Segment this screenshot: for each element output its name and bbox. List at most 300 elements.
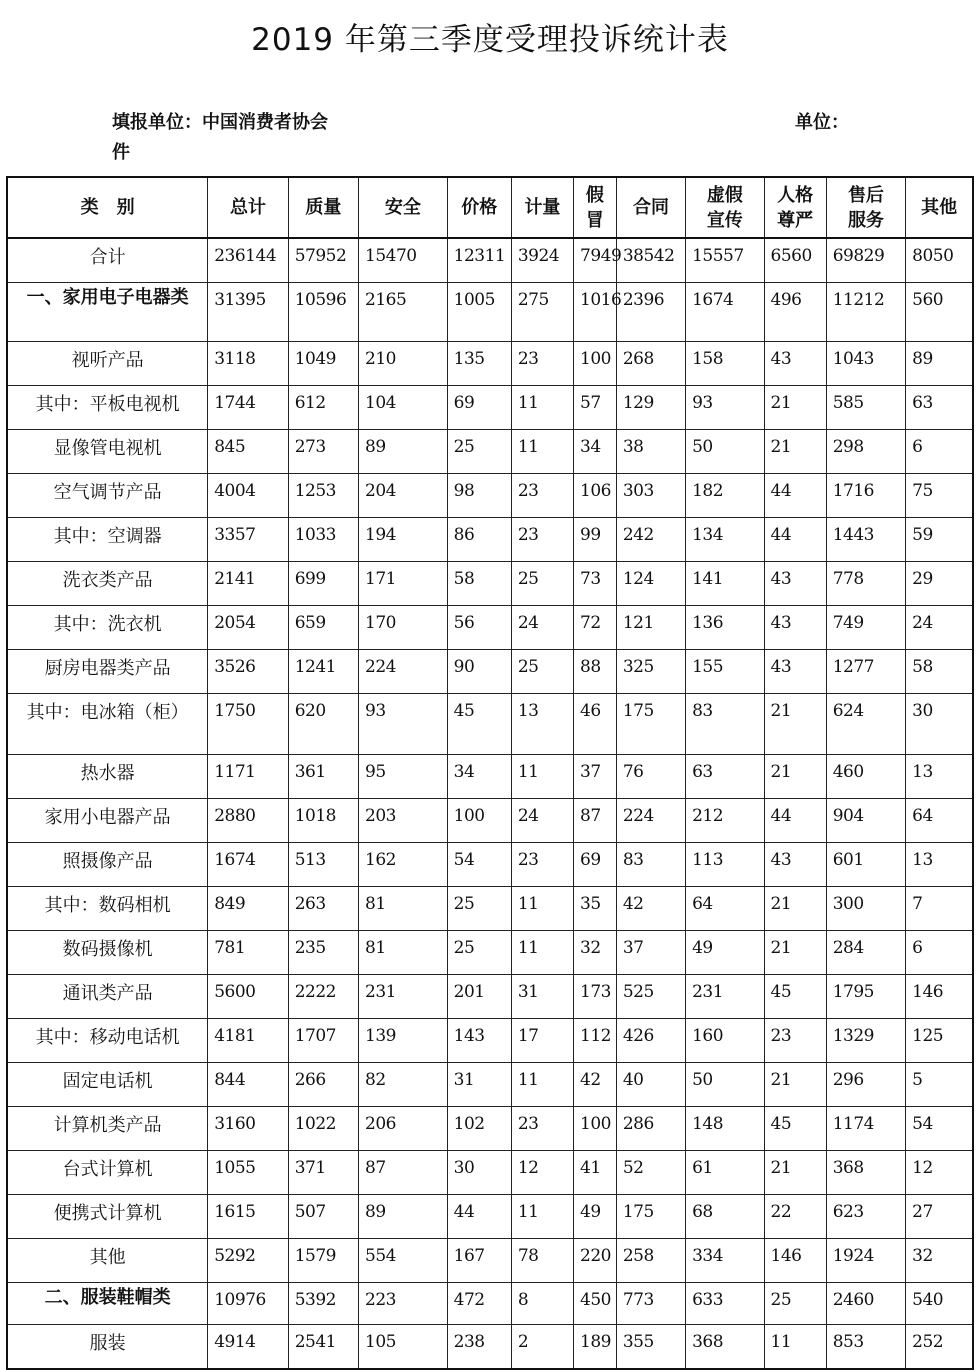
row-value: 146 — [906, 975, 973, 1019]
row-value: 134 — [686, 518, 764, 562]
row-value: 540 — [906, 1283, 973, 1325]
row-value: 4004 — [208, 474, 289, 518]
row-value: 268 — [616, 342, 685, 386]
row-value: 78 — [511, 1239, 573, 1283]
table-row — [7, 342, 973, 386]
row-value: 2054 — [208, 606, 289, 650]
row-value: 258 — [616, 1239, 685, 1283]
row-value: 845 — [208, 430, 289, 474]
row-value: 10976 — [208, 1283, 289, 1325]
complaint-statistics-table — [6, 176, 974, 1370]
row-value: 6560 — [764, 238, 826, 283]
row-value: 59 — [906, 518, 973, 562]
row-value: 426 — [616, 1019, 685, 1063]
table-row — [7, 1283, 973, 1325]
row-value: 89 — [906, 342, 973, 386]
row-value: 63 — [686, 755, 764, 799]
row-value: 1033 — [288, 518, 358, 562]
row-value: 296 — [826, 1063, 905, 1107]
table-body — [7, 238, 973, 1369]
row-category: 二、服装鞋帽类 — [7, 1283, 208, 1325]
row-value: 3357 — [208, 518, 289, 562]
row-value: 25 — [447, 430, 511, 474]
row-value: 12311 — [447, 238, 511, 283]
row-value: 224 — [359, 650, 448, 694]
row-category: 一、家用电子电器类 — [7, 283, 208, 342]
row-value: 11 — [511, 430, 573, 474]
row-value: 1018 — [288, 799, 358, 843]
row-value: 106 — [574, 474, 617, 518]
row-category: 台式计算机 — [7, 1151, 208, 1195]
row-value: 11 — [511, 755, 573, 799]
row-value: 12 — [906, 1151, 973, 1195]
row-value: 355 — [616, 1325, 685, 1370]
row-value: 286 — [616, 1107, 685, 1151]
header-price: 价格 — [447, 177, 511, 238]
row-category: 洗衣类产品 — [7, 562, 208, 606]
row-value: 158 — [686, 342, 764, 386]
row-value: 173 — [574, 975, 617, 1019]
row-value: 7949 — [574, 238, 617, 283]
table-row — [7, 1151, 973, 1195]
row-value: 141 — [686, 562, 764, 606]
row-value: 5 — [906, 1063, 973, 1107]
row-value: 223 — [359, 1283, 448, 1325]
row-value: 1174 — [826, 1107, 905, 1151]
row-value: 2541 — [288, 1325, 358, 1370]
row-value: 160 — [686, 1019, 764, 1063]
row-value: 1329 — [826, 1019, 905, 1063]
row-value: 300 — [826, 887, 905, 931]
row-value: 23 — [764, 1019, 826, 1063]
row-value: 45 — [764, 975, 826, 1019]
row-value: 42 — [574, 1063, 617, 1107]
row-value: 17 — [511, 1019, 573, 1063]
row-value: 11 — [511, 1063, 573, 1107]
row-value: 68 — [686, 1195, 764, 1239]
row-value: 620 — [288, 694, 358, 755]
row-value: 83 — [686, 694, 764, 755]
row-value: 93 — [686, 386, 764, 430]
table-row — [7, 518, 973, 562]
row-value: 175 — [616, 694, 685, 755]
table-row — [7, 386, 973, 430]
row-value: 1241 — [288, 650, 358, 694]
row-category: 固定电话机 — [7, 1063, 208, 1107]
row-value: 155 — [686, 650, 764, 694]
header-category: 类 别 — [7, 177, 208, 238]
row-value: 3118 — [208, 342, 289, 386]
row-value: 25 — [764, 1283, 826, 1325]
row-value: 54 — [906, 1107, 973, 1151]
row-value: 42 — [616, 887, 685, 931]
row-category: 视听产品 — [7, 342, 208, 386]
row-value: 30 — [906, 694, 973, 755]
table-row — [7, 1239, 973, 1283]
row-value: 303 — [616, 474, 685, 518]
header-quality: 质量 — [288, 177, 358, 238]
unit-label: 单位： — [795, 112, 849, 133]
table-row — [7, 1107, 973, 1151]
row-value: 136 — [686, 606, 764, 650]
row-value: 81 — [359, 887, 448, 931]
header-contract: 合同 — [616, 177, 685, 238]
row-value: 58 — [447, 562, 511, 606]
row-value: 167 — [447, 1239, 511, 1283]
row-value: 64 — [686, 887, 764, 931]
row-value: 129 — [616, 386, 685, 430]
row-category: 其中：空调器 — [7, 518, 208, 562]
row-value: 69829 — [826, 238, 905, 283]
row-value: 27 — [906, 1195, 973, 1239]
table-row — [7, 474, 973, 518]
row-value: 23 — [511, 474, 573, 518]
row-value: 88 — [574, 650, 617, 694]
table-row — [7, 931, 973, 975]
row-value: 15470 — [359, 238, 448, 283]
row-value: 1022 — [288, 1107, 358, 1151]
row-value: 40 — [616, 1063, 685, 1107]
header-row — [7, 177, 973, 238]
page-title: 2019 年第三季度受理投诉统计表 — [251, 22, 729, 58]
row-value: 63 — [906, 386, 973, 430]
row-value: 275 — [511, 283, 573, 342]
row-category: 照摄像产品 — [7, 843, 208, 887]
row-value: 23 — [511, 1107, 573, 1151]
row-value: 44 — [764, 518, 826, 562]
header-measurement: 计量 — [511, 177, 573, 238]
row-value: 37 — [616, 931, 685, 975]
row-value: 904 — [826, 799, 905, 843]
row-value: 24 — [511, 606, 573, 650]
table-row — [7, 1195, 973, 1239]
row-value: 25 — [511, 562, 573, 606]
table-row — [7, 1063, 973, 1107]
row-value: 104 — [359, 386, 448, 430]
row-value: 50 — [686, 1063, 764, 1107]
row-value: 525 — [616, 975, 685, 1019]
row-value: 170 — [359, 606, 448, 650]
row-value: 21 — [764, 1063, 826, 1107]
row-value: 3924 — [511, 238, 573, 283]
row-value: 72 — [574, 606, 617, 650]
row-value: 43 — [764, 342, 826, 386]
row-value: 113 — [686, 843, 764, 887]
row-value: 21 — [764, 887, 826, 931]
row-category: 热水器 — [7, 755, 208, 799]
row-value: 11 — [511, 931, 573, 975]
row-value: 334 — [686, 1239, 764, 1283]
row-value: 3160 — [208, 1107, 289, 1151]
row-value: 11 — [764, 1325, 826, 1370]
row-value: 57 — [574, 386, 617, 430]
row-value: 235 — [288, 931, 358, 975]
row-category: 显像管电视机 — [7, 430, 208, 474]
row-value: 54 — [447, 843, 511, 887]
row-value: 21 — [764, 931, 826, 975]
row-value: 93 — [359, 694, 448, 755]
row-value: 1049 — [288, 342, 358, 386]
header-other: 其他 — [906, 177, 973, 238]
row-value: 31395 — [208, 283, 289, 342]
row-category: 数码摄像机 — [7, 931, 208, 975]
row-value: 61 — [686, 1151, 764, 1195]
row-value: 1579 — [288, 1239, 358, 1283]
row-value: 203 — [359, 799, 448, 843]
row-value: 7 — [906, 887, 973, 931]
row-value: 194 — [359, 518, 448, 562]
row-value: 21 — [764, 430, 826, 474]
row-value: 135 — [447, 342, 511, 386]
row-value: 2 — [511, 1325, 573, 1370]
row-category: 服装 — [7, 1325, 208, 1370]
row-category: 厨房电器类产品 — [7, 650, 208, 694]
row-value: 23 — [511, 843, 573, 887]
row-value: 30 — [447, 1151, 511, 1195]
row-value: 99 — [574, 518, 617, 562]
row-value: 189 — [574, 1325, 617, 1370]
row-value: 1674 — [686, 283, 764, 342]
row-value: 2165 — [359, 283, 448, 342]
table-row — [7, 799, 973, 843]
row-value: 1043 — [826, 342, 905, 386]
row-value: 44 — [764, 474, 826, 518]
table-row — [7, 843, 973, 887]
row-value: 204 — [359, 474, 448, 518]
row-value: 513 — [288, 843, 358, 887]
row-value: 1750 — [208, 694, 289, 755]
row-value: 76 — [616, 755, 685, 799]
row-value: 3526 — [208, 650, 289, 694]
row-category: 其中：平板电视机 — [7, 386, 208, 430]
row-value: 266 — [288, 1063, 358, 1107]
header-after-sales: 售后服务 — [826, 177, 905, 238]
row-value: 73 — [574, 562, 617, 606]
row-value: 34 — [447, 755, 511, 799]
row-value: 853 — [826, 1325, 905, 1370]
row-value: 1716 — [826, 474, 905, 518]
row-value: 11212 — [826, 283, 905, 342]
row-value: 231 — [359, 975, 448, 1019]
row-value: 5600 — [208, 975, 289, 1019]
row-value: 87 — [359, 1151, 448, 1195]
row-category: 其中：移动电话机 — [7, 1019, 208, 1063]
row-value: 121 — [616, 606, 685, 650]
row-category: 其他 — [7, 1239, 208, 1283]
header-safety: 安全 — [359, 177, 448, 238]
row-value: 29 — [906, 562, 973, 606]
row-value: 633 — [686, 1283, 764, 1325]
row-value: 6 — [906, 430, 973, 474]
row-value: 263 — [288, 887, 358, 931]
row-value: 43 — [764, 843, 826, 887]
row-value: 749 — [826, 606, 905, 650]
row-value: 201 — [447, 975, 511, 1019]
table-row — [7, 694, 973, 755]
row-value: 100 — [574, 342, 617, 386]
table-row — [7, 650, 973, 694]
row-value: 560 — [906, 283, 973, 342]
row-value: 1744 — [208, 386, 289, 430]
row-value: 37 — [574, 755, 617, 799]
row-value: 5292 — [208, 1239, 289, 1283]
row-value: 5392 — [288, 1283, 358, 1325]
row-value: 49 — [574, 1195, 617, 1239]
row-value: 238 — [447, 1325, 511, 1370]
row-value: 22 — [764, 1195, 826, 1239]
header-counterfeit: 假冒 — [574, 177, 617, 238]
row-value: 31 — [511, 975, 573, 1019]
row-value: 585 — [826, 386, 905, 430]
row-category: 其中：洗衣机 — [7, 606, 208, 650]
row-value: 1443 — [826, 518, 905, 562]
row-value: 82 — [359, 1063, 448, 1107]
row-value: 10596 — [288, 283, 358, 342]
row-value: 460 — [826, 755, 905, 799]
row-value: 171 — [359, 562, 448, 606]
row-value: 182 — [686, 474, 764, 518]
header-false-advertising: 虚假宣传 — [686, 177, 764, 238]
row-value: 100 — [447, 799, 511, 843]
row-value: 224 — [616, 799, 685, 843]
row-category: 计算机类产品 — [7, 1107, 208, 1151]
row-value: 23 — [511, 518, 573, 562]
row-value: 102 — [447, 1107, 511, 1151]
row-value: 2460 — [826, 1283, 905, 1325]
row-value: 175 — [616, 1195, 685, 1239]
row-value: 210 — [359, 342, 448, 386]
row-value: 124 — [616, 562, 685, 606]
row-category: 空气调节产品 — [7, 474, 208, 518]
row-value: 623 — [826, 1195, 905, 1239]
row-value: 21 — [764, 1151, 826, 1195]
row-value: 6 — [906, 931, 973, 975]
row-category: 其中：数码相机 — [7, 887, 208, 931]
row-value: 21 — [764, 386, 826, 430]
row-value: 23 — [511, 342, 573, 386]
row-value: 31 — [447, 1063, 511, 1107]
row-value: 162 — [359, 843, 448, 887]
header-personal-dignity: 人格尊严 — [764, 177, 826, 238]
row-value: 45 — [447, 694, 511, 755]
row-value: 58 — [906, 650, 973, 694]
row-value: 1277 — [826, 650, 905, 694]
row-value: 105 — [359, 1325, 448, 1370]
row-value: 507 — [288, 1195, 358, 1239]
row-value: 24 — [906, 606, 973, 650]
row-value: 2141 — [208, 562, 289, 606]
row-value: 146 — [764, 1239, 826, 1283]
row-value: 81 — [359, 931, 448, 975]
row-value: 52 — [616, 1151, 685, 1195]
row-value: 298 — [826, 430, 905, 474]
row-value: 38 — [616, 430, 685, 474]
row-value: 773 — [616, 1283, 685, 1325]
row-value: 57952 — [288, 238, 358, 283]
row-value: 148 — [686, 1107, 764, 1151]
row-value: 624 — [826, 694, 905, 755]
row-value: 273 — [288, 430, 358, 474]
row-category: 通讯类产品 — [7, 975, 208, 1019]
row-value: 25 — [447, 931, 511, 975]
row-value: 43 — [764, 650, 826, 694]
row-value: 450 — [574, 1283, 617, 1325]
row-value: 659 — [288, 606, 358, 650]
row-value: 49 — [686, 931, 764, 975]
row-value: 12 — [511, 1151, 573, 1195]
row-value: 699 — [288, 562, 358, 606]
table-row — [7, 606, 973, 650]
row-value: 90 — [447, 650, 511, 694]
row-value: 86 — [447, 518, 511, 562]
row-category: 合计 — [7, 238, 208, 283]
filer-label: 填报单位：中国消费者协会 — [112, 112, 328, 133]
table-row — [7, 975, 973, 1019]
row-value: 554 — [359, 1239, 448, 1283]
row-value: 21 — [764, 755, 826, 799]
table-row — [7, 283, 973, 342]
table-row — [7, 1325, 973, 1370]
row-value: 21 — [764, 694, 826, 755]
row-value: 368 — [686, 1325, 764, 1370]
row-value: 1674 — [208, 843, 289, 887]
row-value: 46 — [574, 694, 617, 755]
row-value: 11 — [511, 1195, 573, 1239]
row-value: 778 — [826, 562, 905, 606]
row-value: 38542 — [616, 238, 685, 283]
table-row — [7, 755, 973, 799]
row-value: 139 — [359, 1019, 448, 1063]
row-value: 56 — [447, 606, 511, 650]
row-value: 601 — [826, 843, 905, 887]
header-total: 总计 — [208, 177, 289, 238]
row-value: 98 — [447, 474, 511, 518]
row-value: 43 — [764, 606, 826, 650]
row-value: 8 — [511, 1283, 573, 1325]
row-value: 69 — [447, 386, 511, 430]
table-row — [7, 562, 973, 606]
row-value: 25 — [511, 650, 573, 694]
row-value: 231 — [686, 975, 764, 1019]
table-row — [7, 238, 973, 283]
filer-label-continued: 件 — [112, 142, 130, 163]
row-value: 1171 — [208, 755, 289, 799]
row-value: 849 — [208, 887, 289, 931]
table-row — [7, 1019, 973, 1063]
row-value: 34 — [574, 430, 617, 474]
row-value: 89 — [359, 430, 448, 474]
row-value: 50 — [686, 430, 764, 474]
row-value: 11 — [511, 386, 573, 430]
row-value: 24 — [511, 799, 573, 843]
row-value: 252 — [906, 1325, 973, 1370]
row-value: 11 — [511, 887, 573, 931]
row-category: 其中：电冰箱（柜） — [7, 694, 208, 755]
row-value: 143 — [447, 1019, 511, 1063]
row-value: 2880 — [208, 799, 289, 843]
row-value: 2222 — [288, 975, 358, 1019]
row-value: 32 — [574, 931, 617, 975]
row-value: 206 — [359, 1107, 448, 1151]
row-value: 45 — [764, 1107, 826, 1151]
row-value: 100 — [574, 1107, 617, 1151]
row-value: 13 — [906, 843, 973, 887]
row-value: 1253 — [288, 474, 358, 518]
row-value: 8050 — [906, 238, 973, 283]
row-value: 1016 — [574, 283, 617, 342]
row-value: 41 — [574, 1151, 617, 1195]
row-value: 1795 — [826, 975, 905, 1019]
